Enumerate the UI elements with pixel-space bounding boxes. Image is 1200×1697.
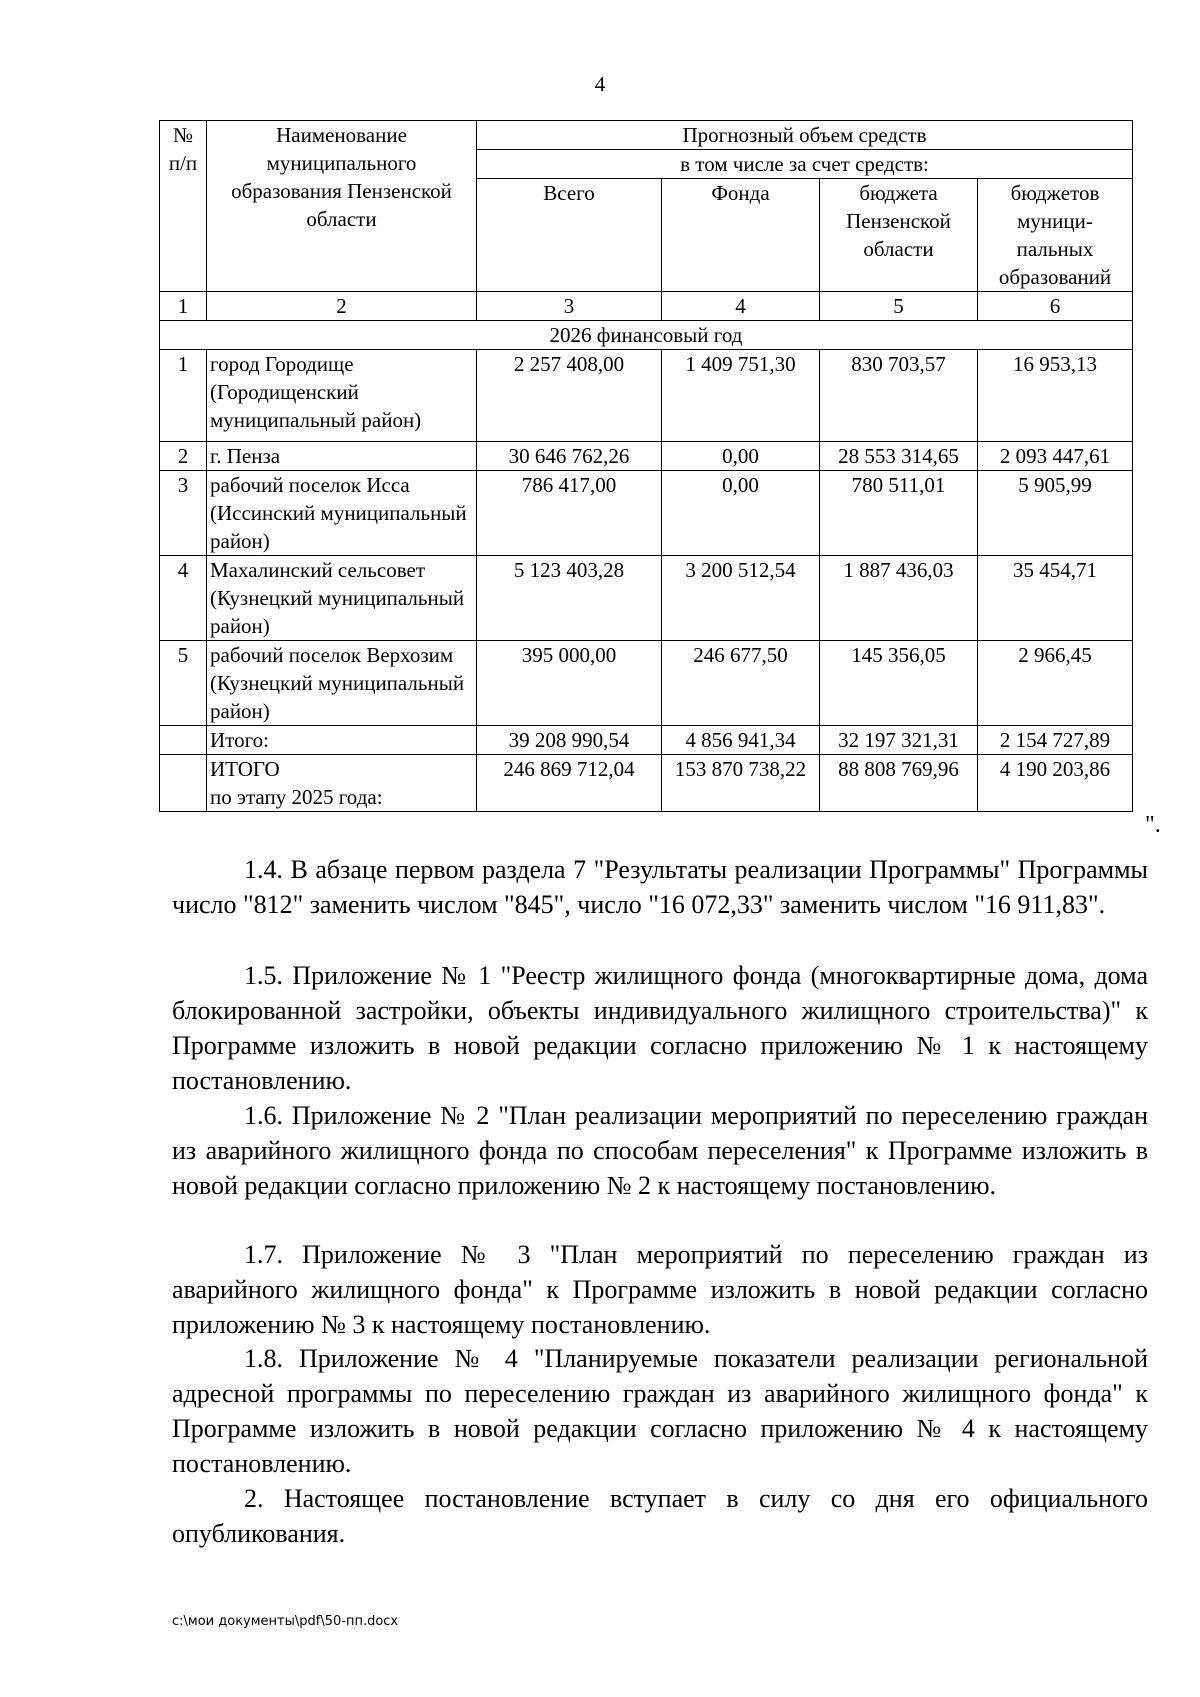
row-total: 395 000,00 [477,641,662,726]
row-total: 30 646 762,26 [477,442,662,471]
grand-total-label [207,755,477,812]
row-num: 3 [160,471,207,556]
paragraph-1-7: 1.7. Приложение № 3 "План мероприятий по переселению граждан из аварийного жилищного фонда" к Программе изложить в новой редакции согласно приложению № 3 к настоящему постановлению. [172,1240,1148,1339]
subtotal-total: 39 208 990,54 [477,726,662,755]
column-numbers-row [160,292,1133,321]
subtotal-fund: 4 856 941,34 [662,726,820,755]
row-name: рабочий поселок Исса (Иссинский муниципальный район) [207,471,477,556]
row-num: 2 [160,442,207,471]
paragraph-1-5: 1.5. Приложение № 1 "Реестр жилищного фонда (многоквартирные дома, дома блокированной застройки, объекты индивидуального жилищного строительства)" к Программе изложить в новой редакции согласно приложению № 1 к настоящему постановлению. [172,961,1148,1095]
row-fund: 3 200 512,54 [662,556,820,641]
row-fund: 1 409 751,30 [662,350,820,442]
row-name: город Городище (Городищенский муниципальный район) [207,350,477,442]
row-municipal: 2 966,45 [978,641,1133,726]
column-number: 5 [820,292,978,321]
paragraph-1-8: 1.8. Приложение № 4 "Планируемые показатели реализации региональной адресной программы по переселению граждан из аварийного жилищного фонда" к Программе изложить в новой редакции согласно приложению № 4 к настоящему постановлению. [172,1344,1148,1478]
header-total: Всего [477,179,662,292]
row-total: 5 123 403,28 [477,556,662,641]
header-fund: Фонда [662,179,820,292]
table-row [160,471,1133,556]
grand-total-label-line2: по этапу 2025 года: [210,785,383,809]
row-total: 786 417,00 [477,471,662,556]
row-municipal: 16 953,13 [978,350,1133,442]
grand-total-fund: 153 870 738,22 [662,755,820,812]
row-fund: 0,00 [662,471,820,556]
row-name: Махалинский сельсовет (Кузнецкий муниципальный район) [207,556,477,641]
grand-total-regional: 88 808 769,96 [820,755,978,812]
section-title: 2026 финансовый год [160,321,1133,350]
financing-table [159,120,1133,812]
grand-total-total: 246 869 712,04 [477,755,662,812]
row-fund: 246 677,50 [662,641,820,726]
page-number: 4 [594,72,606,96]
row-regional: 1 887 436,03 [820,556,978,641]
column-number: 3 [477,292,662,321]
row-num [160,755,207,812]
row-municipal: 5 905,99 [978,471,1133,556]
header-forecast: Прогнозный объем средств [477,121,1133,150]
row-num: 4 [160,556,207,641]
closing-quote: ". [1145,812,1161,838]
header-including: в том числе за счет средств: [477,150,1133,179]
column-number: 4 [662,292,820,321]
paragraph-1-6: 1.6. Приложение № 2 "План реализации мероприятий по переселению граждан из аварийного жилищного фонда по способам переселения" к Программе изложить в новой редакции согласно приложению № 2 к настоящему постановлению. [172,1101,1148,1200]
subtotal-row [160,726,1133,755]
row-regional: 28 553 314,65 [820,442,978,471]
column-number: 1 [160,292,207,321]
row-num: 5 [160,641,207,726]
subtotal-label: Итого: [207,726,477,755]
paragraph-2: 2. Настоящее постановление вступает в силу со дня его официального опубликования. [172,1484,1148,1548]
header-num: № п/п [160,121,207,292]
paragraph-1-4: 1.4. В абзаце первом раздела 7 "Результаты реализации Программы" Программы число "812" заменить числом "845", число "16 072,33" заменить числом "16 911,83". [172,855,1148,919]
column-number: 6 [978,292,1133,321]
table-row [160,442,1133,471]
header-name: Наименование муниципального образования Пензенской области [207,121,477,292]
row-municipal: 35 454,71 [978,556,1133,641]
row-regional: 780 511,01 [820,471,978,556]
grand-total-row [160,755,1133,812]
row-total: 2 257 408,00 [477,350,662,442]
row-fund: 0,00 [662,442,820,471]
row-num: 1 [160,350,207,442]
table-row [160,556,1133,641]
table-row [160,641,1133,726]
table-row [160,350,1133,442]
header-regional: бюджета Пензенской области [820,179,978,292]
row-name: рабочий поселок Верхозим (Кузнецкий муниципальный район) [207,641,477,726]
grand-total-label-line1: ИТОГО [210,757,280,781]
row-num [160,726,207,755]
subtotal-regional: 32 197 321,31 [820,726,978,755]
row-regional: 145 356,05 [820,641,978,726]
section-row [160,321,1133,350]
subtotal-municipal: 2 154 727,89 [978,726,1133,755]
row-municipal: 2 093 447,61 [978,442,1133,471]
footer-file-path: c:\мои документы\pdf\50-пп.docx [172,1614,399,1629]
grand-total-municipal: 4 190 203,86 [978,755,1133,812]
row-name: г. Пенза [207,442,477,471]
column-number: 2 [207,292,477,321]
header-municipal: бюджетов муници-пальных образований [978,179,1133,292]
row-regional: 830 703,57 [820,350,978,442]
table-header-row [160,121,1133,150]
